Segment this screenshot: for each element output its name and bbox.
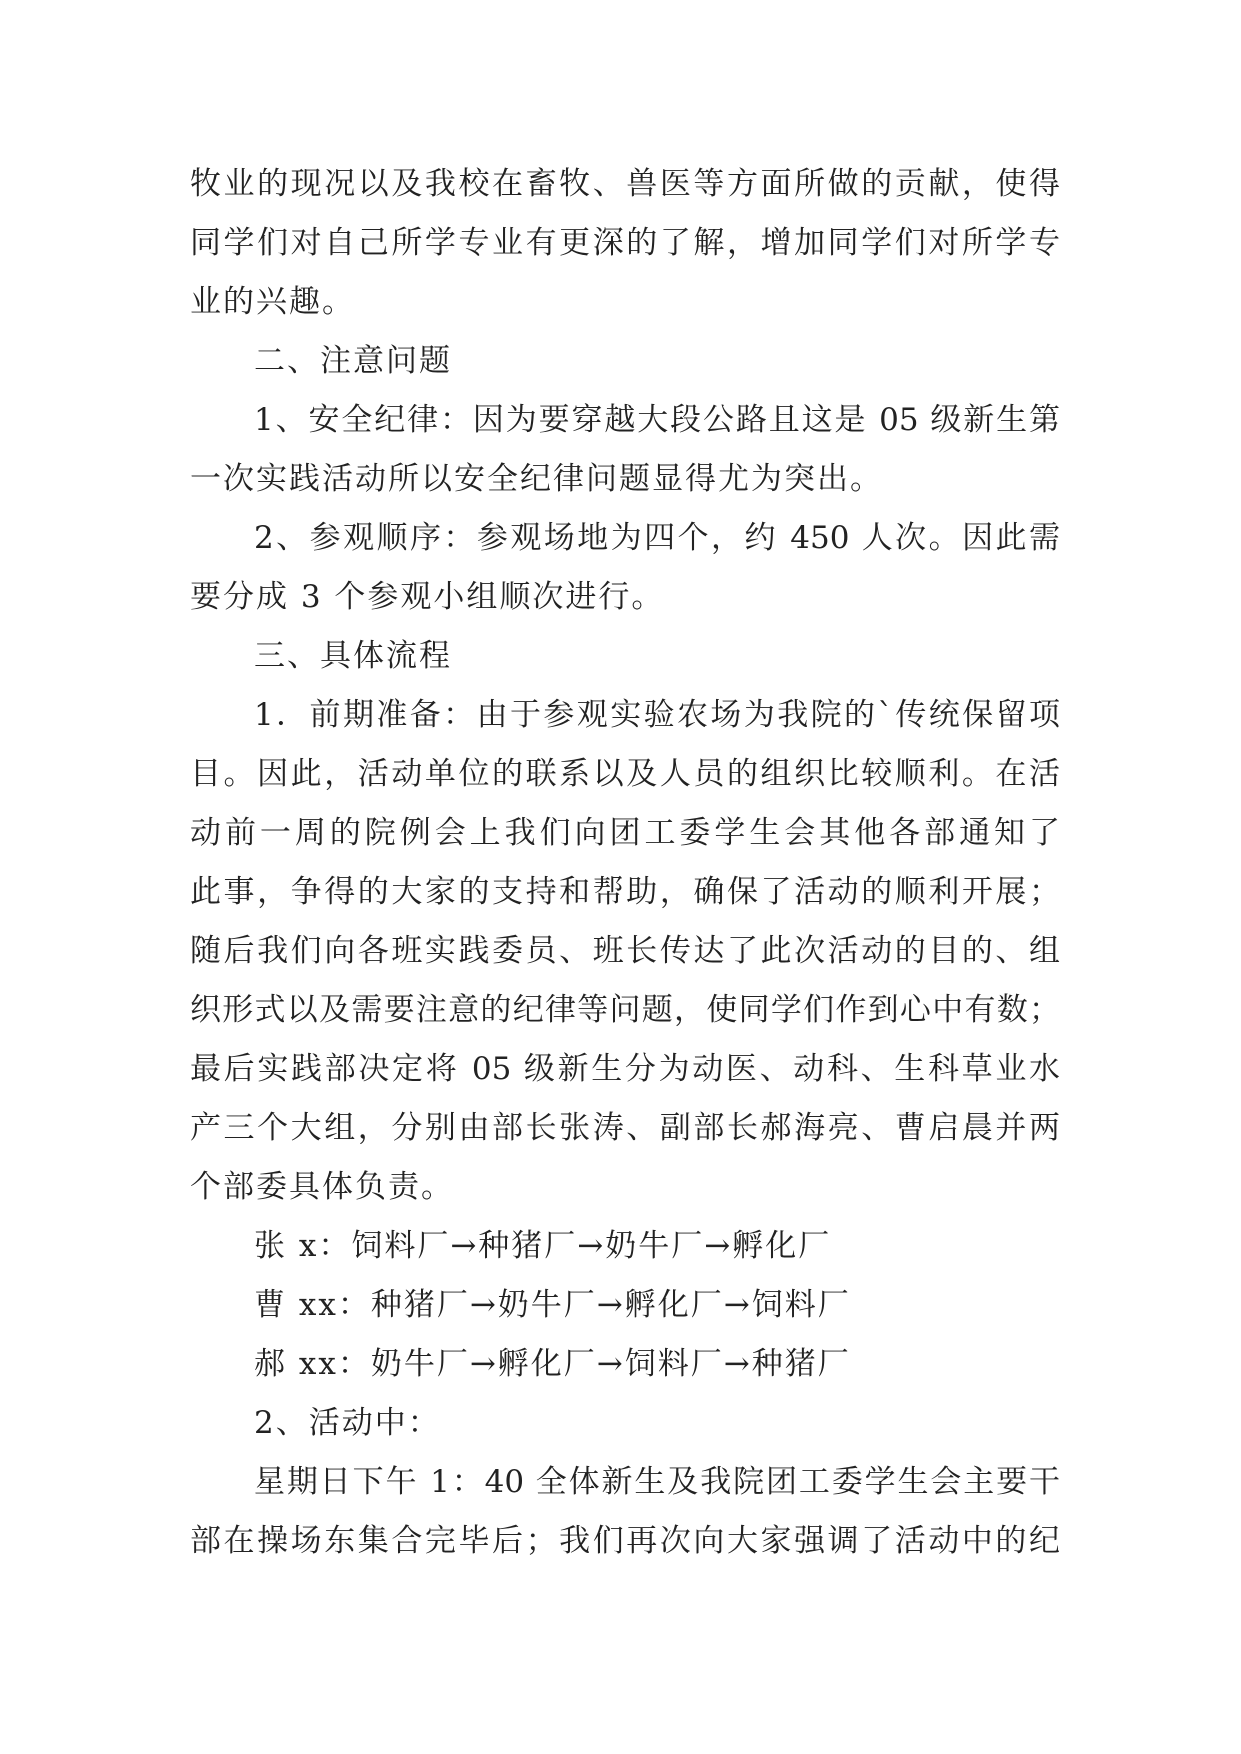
- text-line: 要分成 3 个参观小组顺次进行。: [190, 579, 665, 615]
- section-heading: 三、具体流程: [254, 638, 452, 674]
- text-line: 织形式以及需要注意的纪律等问题，使同学们作到心中有数；: [190, 992, 1060, 1028]
- text-line: 最后实践部决定将 05 级新生分为动医、动科、生科草业水: [190, 1051, 1060, 1087]
- text-line: 2、参观顺序：参观场地为四个，约 450 人次。因此需: [254, 520, 1060, 556]
- text-line: 1、安全纪律：因为要穿越大段公路且这是 05 级新生第: [254, 402, 1060, 438]
- text-line: 业的兴趣。: [190, 284, 355, 320]
- text-line: 1．前期准备：由于参观实验农场为我院的`传统保留项: [254, 697, 1060, 733]
- route-line: 曹 xx：种猪厂→奶牛厂→孵化厂→饲料厂: [254, 1287, 851, 1323]
- text-line: 随后我们向各班实践委员、班长传达了此次活动的目的、组: [190, 933, 1060, 969]
- subsection-heading: 2、活动中：: [254, 1405, 441, 1441]
- text-line: 个部委具体负责。: [190, 1169, 454, 1205]
- text-line: 一次实践活动所以安全纪律问题显得尤为突出。: [190, 461, 883, 497]
- route-line: 张 x：饲料厂→种猪厂→奶牛厂→孵化厂: [254, 1228, 832, 1264]
- text-line: 动前一周的院例会上我们向团工委学生会其他各部通知了: [190, 815, 1060, 851]
- text-line: 部在操场东集合完毕后；我们再次向大家强调了活动中的纪: [190, 1523, 1060, 1559]
- text-line: 此事，争得的大家的支持和帮助，确保了活动的顺利开展；: [190, 874, 1060, 910]
- text-line: 产三个大组，分别由部长张涛、副部长郝海亮、曹启晨并两: [190, 1110, 1060, 1146]
- section-heading: 二、注意问题: [254, 343, 452, 379]
- text-line: 牧业的现况以及我校在畜牧、兽医等方面所做的贡献，使得: [190, 166, 1060, 202]
- text-line: 星期日下午 1：40 全体新生及我院团工委学生会主要干: [254, 1464, 1060, 1500]
- document-body: [190, 155, 1060, 1571]
- route-line: 郝 xx：奶牛厂→孵化厂→饲料厂→种猪厂: [254, 1346, 851, 1382]
- text-line: 同学们对自己所学专业有更深的了解，增加同学们对所学专: [190, 225, 1060, 261]
- text-line: 目。因此，活动单位的联系以及人员的组织比较顺利。在活: [190, 756, 1060, 792]
